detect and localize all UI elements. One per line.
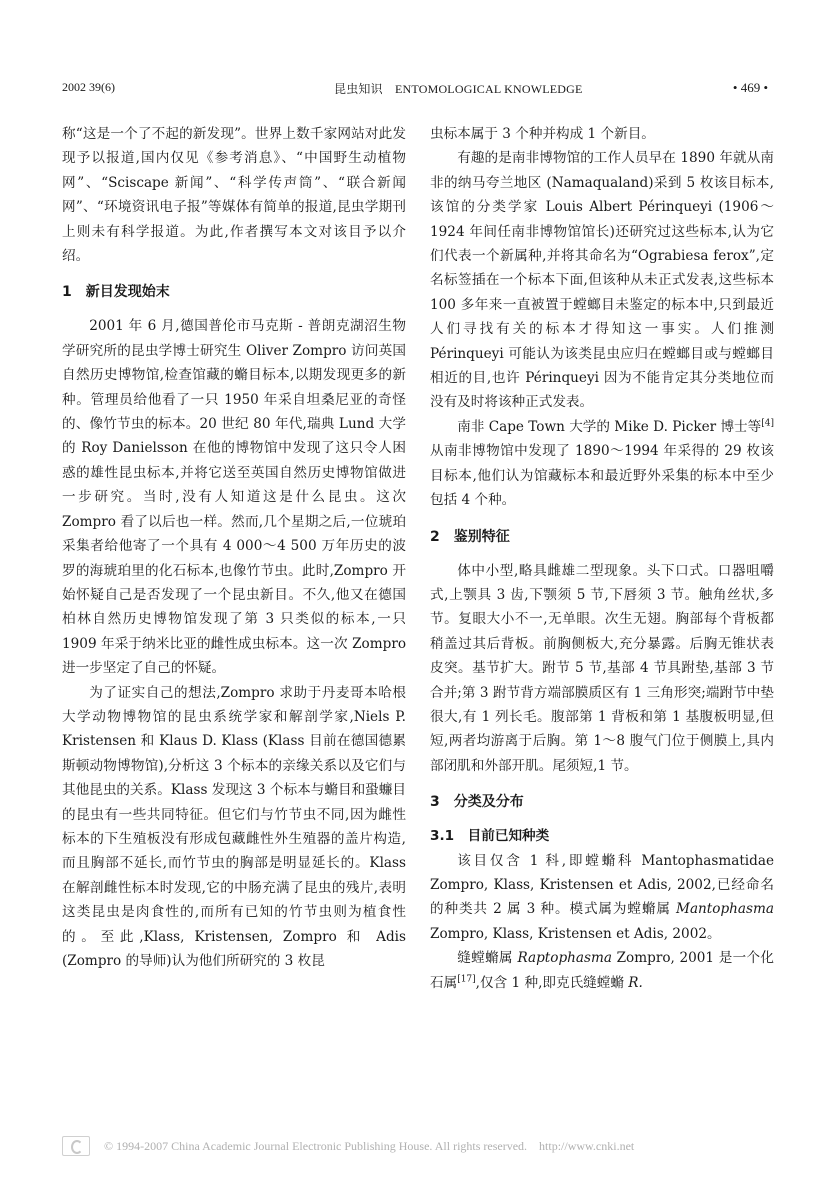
paragraph-continuation: 虫标本属于 3 个种并构成 1 个新目。	[430, 126, 655, 142]
page-number: • 469 •	[732, 80, 768, 95]
page-header	[62, 80, 768, 100]
paragraph-raptophasma	[430, 946, 774, 995]
rapto-text-c: ,仅含 1 种,即克氏缝螳䗛	[475, 974, 629, 991]
section-3-1-heading: 3.1 目前已知种类	[430, 828, 550, 845]
paragraph-characters: 体中小型,略具雌雄二型现象。头下口式。口器咀嚼式,上颚具 3 齿,下颚须 5 节,下唇须 3 节。触角丝状,多节。复眼大小不一,无单眼。次生无翅。胸部每个背板都稍盖过其后背板。前胸侧板大,充分暴露。后胸无锥状表皮突。基节扩大。跗节 5 节,基部 4 节具跗垫,基部 3 节合并;第 3 跗节背方端部膜质区有 1 三角形突;端跗节中垫很大,有 1 列长毛。腹部第 1 背板和第 1 基腹板明显,但短,两者均游离于后胸。第 1～8 腹气门位于侧膜上,具内部闭肌和外部开肌。尾须短,1 节。	[430, 562, 774, 774]
copyright-notice: © 1994-2007 China Academic Journal Electronic Publishing House. All rights reserved. http://www.cnki.net	[104, 1139, 635, 1153]
paragraph-south-africa-museum: 有趣的是南非博物馆的工作人员早在 1890 年就从南非的纳马夸兰地区 (Namaqualand)采到 5 枚该目标本,该馆的分类学家 Louis Albert Périnqueyi (1906～1924 年间任南非博物馆馆长)还研究过这些标本,认为它们代表一个新属种,并将其命名为“Ograbiesa ferox”,定名标签插在一个标本下面,但该种从未正式发表,这些标本 100 多年来一直被置于螳螂目未鉴定的标本中,只到最近人们寻找有关的标本才得知这一事实。人们推测 Périnqueyi 可能认为该类昆虫应归在螳螂目或与螳螂目相近的目,也许 Périnqueyi 因为不能肯定其分类地位而没有及时将该种正式发表。	[430, 150, 774, 411]
picker-text-a: 南非 Cape Town 大学的 Mike D. Picker 博士等	[457, 418, 762, 435]
citation-ref-4[interactable]: [4]	[761, 418, 774, 429]
genus-mantophasma: Mantophasma	[676, 901, 774, 918]
paragraph-verification: 为了证实自己的想法,Zompro 求助于丹麦哥本哈根大学动物博物馆的昆虫系统学家和解剖学家,Niels P. Kristensen 和 Klaus D. Klass (Klass 目前在德国德累斯顿动物博物馆),分析这 3 个标本的亲缘关系以及它们与其他昆虫的关系。Klass 发现这 3 个标本与䗛目和蛩蠊目的昆虫有一些共同特征。但它们与竹节虫不同,因为雌性标本的下生殖板没有形成包藏雌性外生殖器的盖片构造,而且胸部不延长,而竹节虫的胸部是明显延长的。Klass 在解剖雌性标本时发现,它的中肠充满了昆虫的残片,表明这类昆虫是肉食性的,而所有已知的竹节虫则为植食性的。至此,Klass, Kristensen, Zompro 和 Adis (Zompro 的导师)认为他们所研究的 3 枚昆	[62, 684, 406, 969]
genus-raptophasma: Raptophasma	[517, 950, 612, 967]
left-column	[62, 122, 406, 973]
journal-title: 昆虫知识 ENTOMOLOGICAL KNOWLEDGE	[334, 82, 583, 96]
paragraph-family	[430, 849, 774, 947]
family-text-a: 该目仅含 1 科,即螳䗛科 Mantophasmatidae Zompro, Klass, Kristensen et Adis, 2002,已经命名的种类共 2 属 3 种。模式属为螳䗛属	[430, 852, 774, 918]
citation-ref-17[interactable]: [17]	[457, 974, 476, 985]
family-text-b: Zompro, Klass, Kristensen et Adis, 2002。	[430, 925, 721, 942]
publisher-logo-icon	[62, 1136, 90, 1156]
page-footer	[62, 1136, 768, 1158]
paragraph-discovery: 2001 年 6 月,德国普伦市马克斯 - 普朗克湖沼生物学研究所的昆虫学博士研究生 Oliver Zompro 访问英国自然历史博物馆,检查馆藏的䗛目标本,以期发现更多的新种。管理员给他看了一只 1950 年采自坦桑尼亚的奇怪的、像竹节虫的标本。20 世纪 80 年代,瑞典 Lund 大学的 Roy Danielsson 在他的博物馆中发现了这只令人困惑的雄性昆虫标本,并将它送至英国自然历史博物馆做进一步研究。当时,没有人知道这是什么昆虫。这次 Zompro 看了以后也一样。然而,几个星期之后,一位琥珀采集者给他寄了一个具有 4 000～4 500 万年历史的波罗的海琥珀里的化石标本,也像竹节虫。此时,Zompro 开始怀疑自己是否发现了一个昆虫新目。不久,他又在德国柏林自然历史博物馆发现了第 3 只类似的标本,一只 1909 年采于纳米比亚的雌性成虫标本。这一次 Zompro 进一步坚定了自己的怀疑。	[62, 318, 406, 677]
issue-label: 2002 39(6)	[62, 80, 115, 94]
rapto-text-b: Zompro, 2001 是一个化石属	[430, 950, 774, 991]
species-abbrev: R.	[628, 974, 643, 991]
paragraph-intro: 称“这是一个了不起的新发现”。世界上数千家网站对此发现予以报道,国内仅见《参考消息》、“中国野生动植物网”、“Sciscape 新闻”、“科学传声筒”、“联合新闻网”、“环境资讯电子报”等媒体有简单的报道,昆虫学期刊上则未有科学报道。为此,作者撰写本文对该目予以介绍。	[62, 126, 406, 265]
picker-text-b: 从南非博物馆中发现了 1890～1994 年采得的 29 枚该目标本,他们认为馆藏标本和最近野外采集的标本中至少包括 4 个种。	[430, 443, 774, 509]
section-2-heading: 2 鉴别特征	[430, 528, 510, 545]
section-3-heading: 3 分类及分布	[430, 794, 524, 811]
right-column	[430, 122, 774, 995]
paragraph-picker	[430, 415, 774, 513]
section-1-heading: 1 新目发现始末	[62, 284, 170, 301]
rapto-text-a: 缝螳䗛属	[457, 950, 518, 967]
